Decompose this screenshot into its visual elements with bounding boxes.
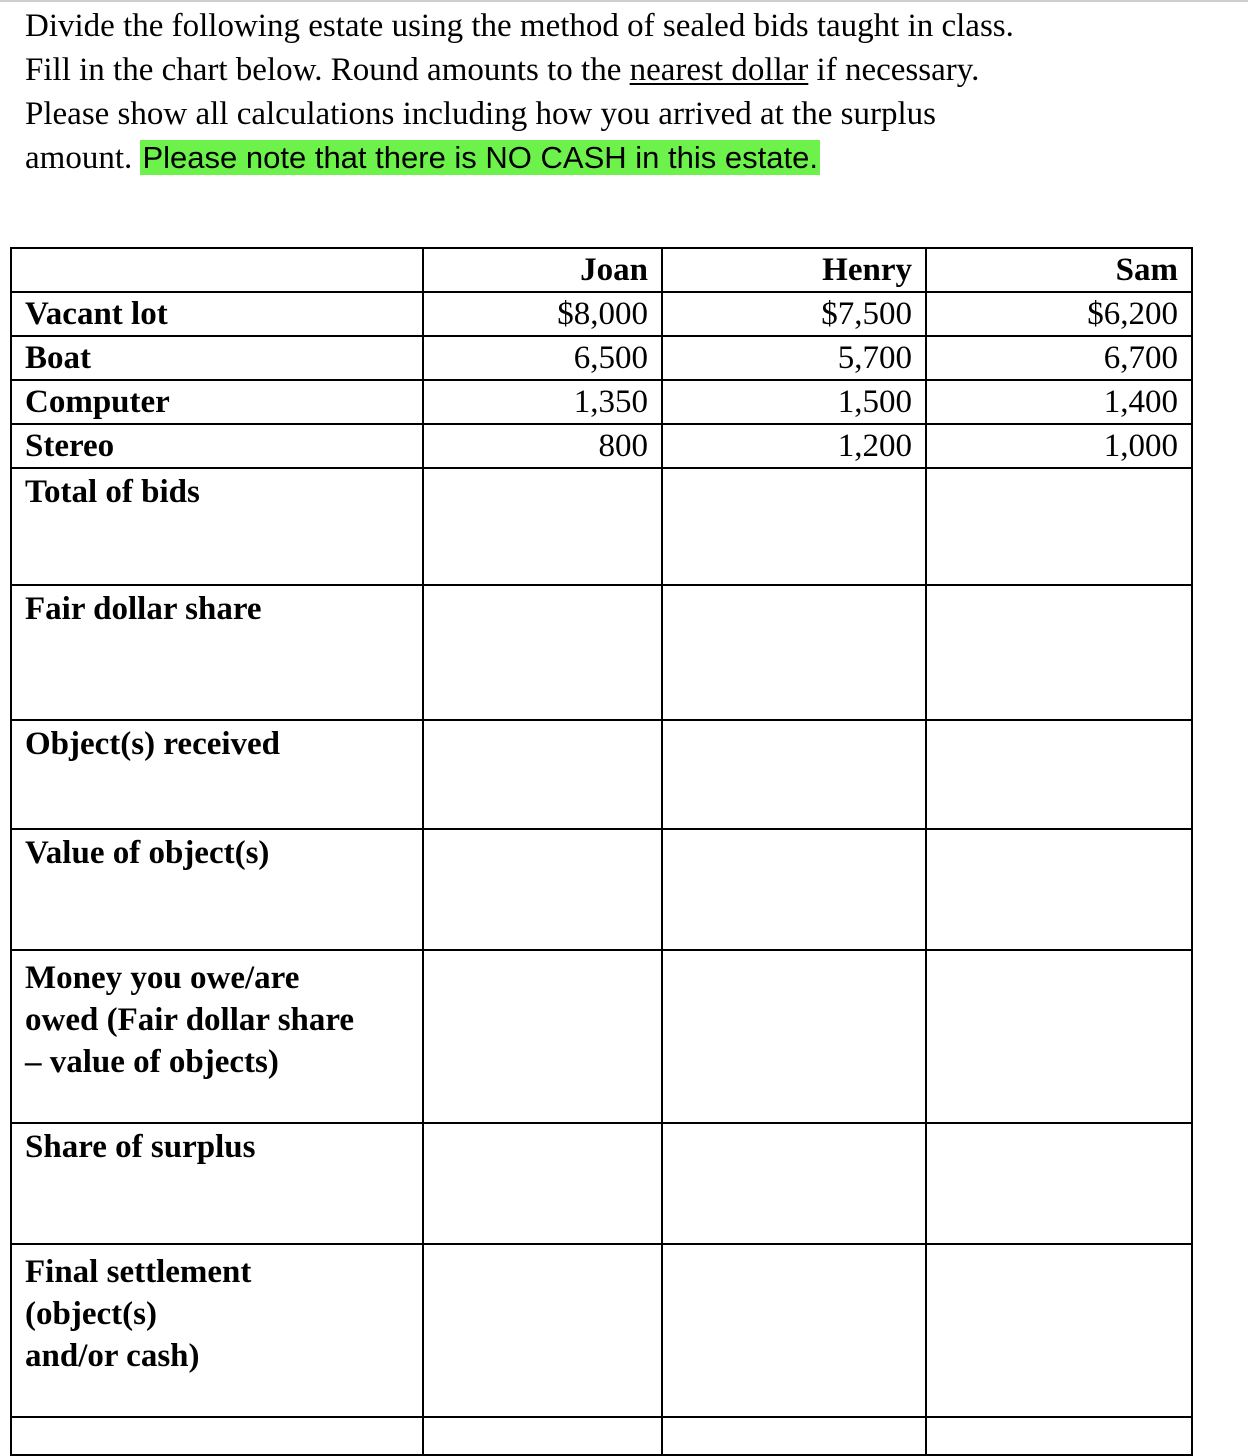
money-label-line-1: Money you owe/are [25, 960, 300, 996]
bid-sam: $6,200 [926, 292, 1192, 336]
blank-cell [926, 1417, 1192, 1455]
column-header-henry: Henry [662, 248, 926, 292]
item-row-boat [11, 336, 1192, 380]
header-row [11, 248, 1192, 292]
row-label-money-owed [11, 950, 423, 1123]
final-label-line-2: (object(s) [25, 1296, 157, 1332]
answer-cell-henry[interactable] [662, 950, 926, 1123]
row-label-final-settlement [11, 1244, 423, 1417]
bid-sam: 1,000 [926, 424, 1192, 468]
answer-cell-joan[interactable] [423, 1244, 662, 1417]
header-blank-cell [11, 248, 423, 292]
instruction-line-2-prefix: Fill in the chart below. Round amounts to the [25, 52, 630, 88]
row-total-of-bids [11, 468, 1192, 585]
instruction-line-1: Divide the following estate using the method of sealed bids taught in class. [25, 8, 1014, 44]
row-money-owed [11, 950, 1192, 1123]
answer-cell-sam[interactable] [926, 720, 1192, 829]
row-label-value-of-objects: Value of object(s) [11, 829, 423, 950]
row-share-of-surplus [11, 1123, 1192, 1244]
row-label-objects-received: Object(s) received [11, 720, 423, 829]
instruction-line-2-suffix: if necessary. [808, 52, 980, 88]
answer-cell-joan[interactable] [423, 950, 662, 1123]
instructions [25, 4, 1225, 180]
item-row-vacant-lot [11, 292, 1192, 336]
answer-cell-henry[interactable] [662, 1123, 926, 1244]
answer-cell-henry[interactable] [662, 720, 926, 829]
bid-joan: 6,500 [423, 336, 662, 380]
answer-cell-henry[interactable] [662, 585, 926, 720]
bid-henry: 5,700 [662, 336, 926, 380]
instruction-line-3: Please show all calculations including how you arrived at the surplus [25, 96, 936, 132]
bid-henry: $7,500 [662, 292, 926, 336]
row-label-total-of-bids: Total of bids [11, 468, 423, 585]
item-label: Stereo [11, 424, 423, 468]
answer-cell-joan[interactable] [423, 720, 662, 829]
row-label-fair-dollar-share: Fair dollar share [11, 585, 423, 720]
answer-cell-joan[interactable] [423, 1123, 662, 1244]
answer-cell-henry[interactable] [662, 829, 926, 950]
column-header-sam: Sam [926, 248, 1192, 292]
row-final-settlement [11, 1244, 1192, 1417]
row-value-of-objects [11, 829, 1192, 950]
answer-cell-sam[interactable] [926, 1244, 1192, 1417]
answer-cell-sam[interactable] [926, 468, 1192, 585]
bid-sam: 6,700 [926, 336, 1192, 380]
bid-sam: 1,400 [926, 380, 1192, 424]
answer-cell-joan[interactable] [423, 468, 662, 585]
answer-cell-henry[interactable] [662, 1244, 926, 1417]
nearest-dollar-underlined: nearest dollar [629, 52, 809, 88]
item-label: Boat [11, 336, 423, 380]
item-row-computer [11, 380, 1192, 424]
bid-joan: 1,350 [423, 380, 662, 424]
row-fair-dollar-share [11, 585, 1192, 720]
final-label-line-1: Final settlement [25, 1254, 252, 1290]
bid-joan: 800 [423, 424, 662, 468]
bid-joan: $8,000 [423, 292, 662, 336]
top-rule [0, 0, 1248, 2]
item-label: Vacant lot [11, 292, 423, 336]
blank-cell [423, 1417, 662, 1455]
answer-cell-joan[interactable] [423, 585, 662, 720]
row-label-share-of-surplus: Share of surplus [11, 1123, 423, 1244]
item-row-stereo [11, 424, 1192, 468]
money-label-line-3: – value of objects) [25, 1044, 279, 1080]
item-label: Computer [11, 380, 423, 424]
final-label-line-3: and/or cash) [25, 1338, 200, 1374]
cut-off-text-fragment [212, 0, 442, 2]
instruction-line-2 [25, 48, 1225, 92]
row-blank [11, 1417, 1192, 1455]
row-objects-received [11, 720, 1192, 829]
bid-henry: 1,500 [662, 380, 926, 424]
instruction-line-4-prefix: amount. [25, 140, 141, 176]
sealed-bids-chart [10, 247, 1193, 1456]
no-cash-highlight: Please note that there is NO CASH in this estate. [142, 140, 818, 175]
answer-cell-joan[interactable] [423, 829, 662, 950]
blank-cell [11, 1417, 423, 1455]
blank-cell [662, 1417, 926, 1455]
answer-cell-sam[interactable] [926, 829, 1192, 950]
answer-cell-sam[interactable] [926, 1123, 1192, 1244]
answer-cell-sam[interactable] [926, 585, 1192, 720]
column-header-joan: Joan [423, 248, 662, 292]
answer-cell-henry[interactable] [662, 468, 926, 585]
bid-henry: 1,200 [662, 424, 926, 468]
money-label-line-2: owed (Fair dollar share [25, 1002, 355, 1038]
answer-cell-sam[interactable] [926, 950, 1192, 1123]
instruction-line-4 [25, 136, 1225, 180]
